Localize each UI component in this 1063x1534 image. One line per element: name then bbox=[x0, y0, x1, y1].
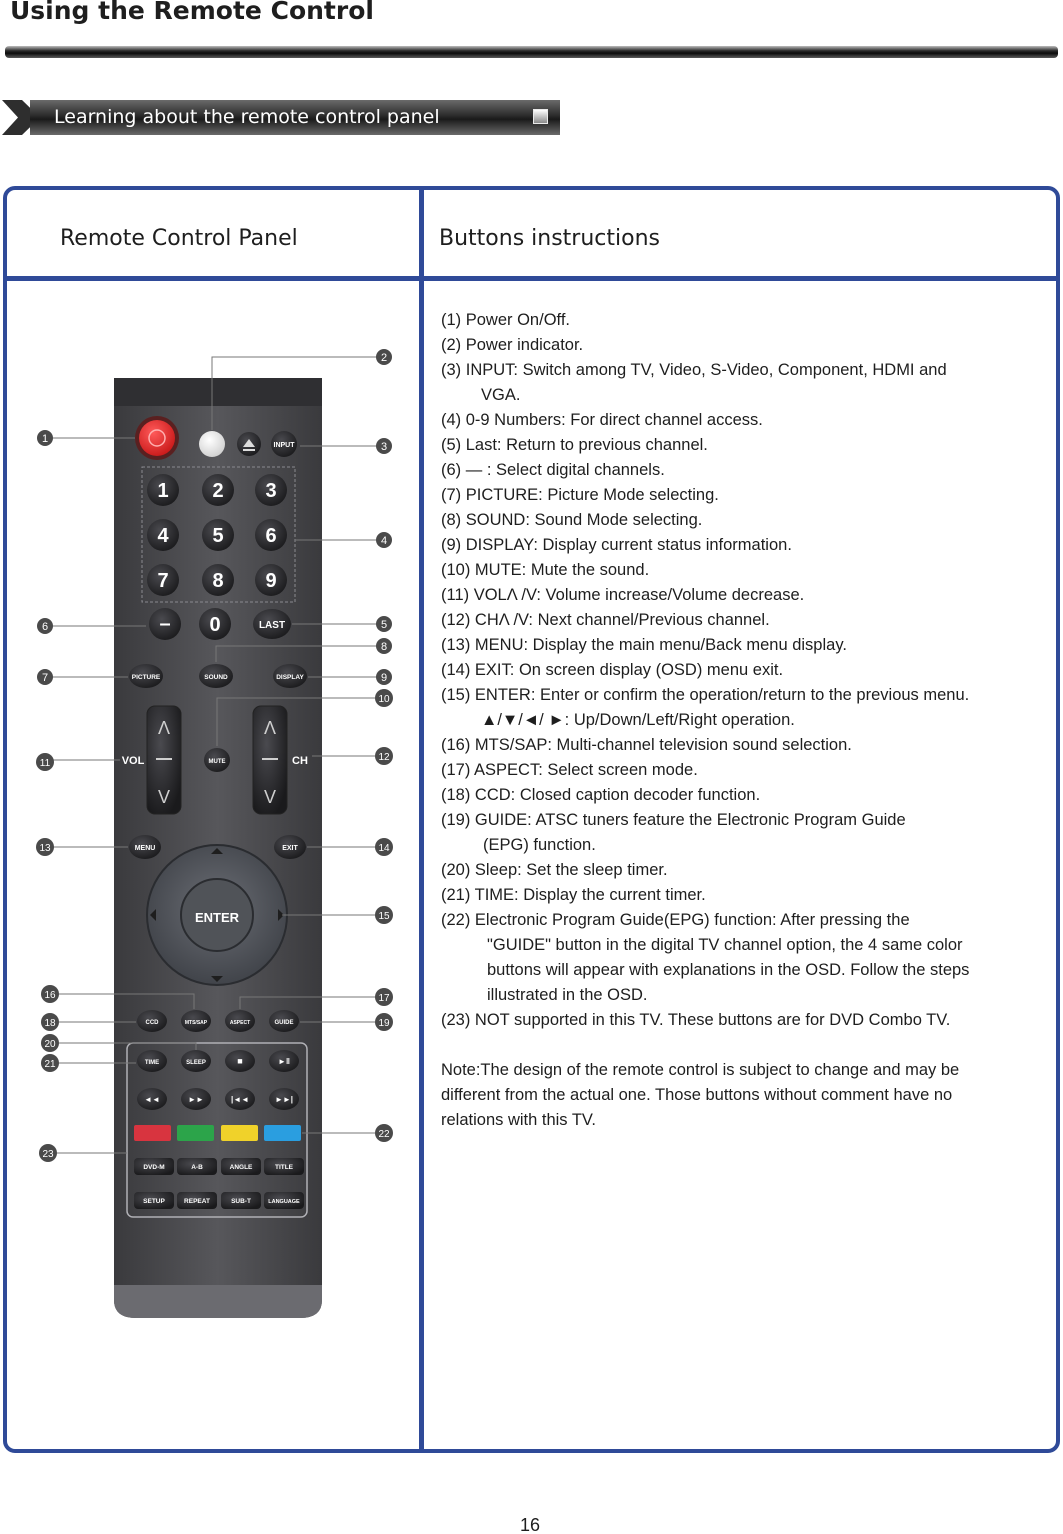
note-line: relations with this TV. bbox=[441, 1111, 596, 1129]
instruction-line: (3) INPUT: Switch among TV, Video, S-Video, Component, HDMI and bbox=[441, 361, 947, 379]
instruction-line: (13) MENU: Display the main menu/Back menu display. bbox=[441, 636, 847, 654]
vol-divider bbox=[156, 758, 172, 760]
instruction-line: (7) PICTURE: Picture Mode selecting. bbox=[441, 486, 719, 504]
red-key[interactable] bbox=[134, 1125, 171, 1141]
instruction-line: (4) 0-9 Numbers: For direct channel access. bbox=[441, 411, 763, 429]
repeat-label: REPEAT bbox=[184, 1198, 210, 1205]
instruction-line: ▲/▼/◄/ ►: Up/Down/Left/Right operation. bbox=[481, 711, 795, 729]
power-indicator bbox=[199, 431, 225, 457]
ch-down-icon: V bbox=[263, 787, 277, 807]
vol-down-icon: V bbox=[157, 787, 171, 807]
callout-16-number: 16 bbox=[44, 990, 56, 1001]
instruction-line: (20) Sleep: Set the sleep timer. bbox=[441, 861, 668, 879]
vol-label: VOL bbox=[121, 755, 145, 767]
aspect-button-label: ASPECT bbox=[229, 1020, 251, 1026]
callout-8-number: 8 bbox=[380, 641, 388, 653]
mute-button-label: MUTE bbox=[208, 759, 226, 765]
instruction-line: (19) GUIDE: ATSC tuners feature the Electronic Program Guide bbox=[441, 811, 906, 829]
ccd-button-label: CCD bbox=[145, 1020, 159, 1026]
digit-3-label: 3 bbox=[265, 480, 277, 502]
instruction-line: "GUIDE" button in the digital TV channel option, the 4 same color bbox=[487, 936, 963, 954]
callout-5-number: 5 bbox=[380, 619, 388, 631]
callout-18-number: 18 bbox=[44, 1018, 56, 1029]
callout-7-number: 7 bbox=[41, 672, 49, 684]
title-label: TITLE bbox=[274, 1164, 294, 1171]
picture-button-label: PICTURE bbox=[131, 674, 161, 681]
sound-button-label: SOUND bbox=[204, 674, 228, 681]
dash-button-label: – bbox=[159, 613, 171, 635]
instruction-line: (2) Power indicator. bbox=[441, 336, 584, 354]
digit-5-label: 5 bbox=[212, 525, 224, 547]
callout-17-number: 17 bbox=[378, 993, 390, 1004]
spacer bbox=[441, 1033, 1051, 1058]
banner-square-icon bbox=[533, 109, 548, 124]
callout-9-number: 9 bbox=[380, 672, 388, 684]
instruction-line: (10) MUTE: Mute the sound. bbox=[441, 561, 650, 579]
instruction-line: (EPG) function. bbox=[483, 836, 596, 854]
instruction-line: (23) NOT supported in this TV. These buttons are for DVD Combo TV. bbox=[441, 1011, 951, 1029]
digit-7-label: 7 bbox=[157, 570, 169, 592]
rewind-icon: ◄◄ bbox=[144, 1095, 160, 1104]
page-title: Using the Remote Control bbox=[10, 0, 374, 25]
instructions-list bbox=[441, 308, 1051, 1133]
page-number: 16 bbox=[520, 1515, 541, 1534]
instruction-line: (21) TIME: Display the current timer. bbox=[441, 886, 706, 904]
remote-control-illustration bbox=[0, 0, 430, 1340]
instruction-line: illustrated in the OSD. bbox=[487, 986, 648, 1004]
play-pause-icon: ►‖ bbox=[278, 1057, 290, 1066]
language-label: LANGUAGE bbox=[268, 1199, 300, 1205]
input-button-label: INPUT bbox=[273, 442, 295, 449]
ch-up-icon: Λ bbox=[263, 718, 277, 738]
callout-6-number: 6 bbox=[41, 621, 49, 633]
callout-19-number: 19 bbox=[378, 1018, 390, 1029]
banner-label: Learning about the remote control panel bbox=[54, 106, 440, 128]
instruction-line: (18) CCD: Closed caption decoder function. bbox=[441, 786, 761, 804]
instruction-line: (8) SOUND: Sound Mode selecting. bbox=[441, 511, 703, 529]
digit-0-label: 0 bbox=[209, 614, 221, 636]
callout-15-number: 15 bbox=[378, 911, 390, 922]
instruction-line: (11) VOLΛ /V: Volume increase/Volume decrease. bbox=[441, 586, 805, 604]
instruction-line: (17) ASPECT: Select screen mode. bbox=[441, 761, 698, 779]
menu-button-label: MENU bbox=[134, 845, 156, 852]
callout-4-number: 4 bbox=[380, 535, 388, 547]
sub-t-label: SUB-T bbox=[231, 1198, 251, 1205]
callout-22-number: 22 bbox=[378, 1129, 390, 1140]
yellow-key[interactable] bbox=[221, 1125, 258, 1141]
instruction-line: (14) EXIT: On screen display (OSD) menu exit. bbox=[441, 661, 784, 679]
green-key[interactable] bbox=[177, 1125, 214, 1141]
instruction-line: (6) — : Select digital channels. bbox=[441, 461, 665, 479]
digit-4-label: 4 bbox=[157, 525, 169, 547]
last-button-label: LAST bbox=[258, 620, 286, 631]
exit-button-label: EXIT bbox=[282, 845, 298, 852]
instruction-line: (15) ENTER: Enter or confirm the operation/return to the previous menu. bbox=[441, 686, 970, 704]
instructions-heading: Buttons instructions bbox=[439, 226, 660, 251]
instruction-line: (22) Electronic Program Guide(EPG) function: After pressing the bbox=[441, 911, 910, 929]
ch-divider bbox=[262, 758, 278, 760]
callout-20-number: 20 bbox=[44, 1039, 56, 1050]
remote-panel-heading: Remote Control Panel bbox=[60, 226, 298, 251]
callout-2-number: 2 bbox=[380, 352, 388, 364]
remote-top-band bbox=[114, 378, 322, 406]
instruction-line: (12) CHΛ /V: Next channel/Previous channel. bbox=[441, 611, 770, 629]
guide-button-label: GUIDE bbox=[274, 1020, 294, 1026]
digit-6-label: 6 bbox=[265, 525, 277, 547]
instruction-line: (1) Power On/Off. bbox=[441, 311, 570, 329]
power-button[interactable] bbox=[139, 420, 175, 456]
callout-3-number: 3 bbox=[380, 441, 388, 453]
vol-up-icon: Λ bbox=[157, 718, 171, 738]
a-b-label: A-B bbox=[191, 1164, 203, 1171]
ch-label: CH bbox=[292, 755, 308, 767]
digit-8-label: 8 bbox=[212, 570, 224, 592]
instruction-line: buttons will appear with explanations in the OSD. Follow the steps bbox=[487, 961, 970, 979]
stop-icon: ■ bbox=[237, 1056, 243, 1066]
note-line: different from the actual one. Those buttons without comment have no bbox=[441, 1086, 953, 1104]
callout-14-number: 14 bbox=[378, 843, 390, 854]
digit-1-label: 1 bbox=[157, 480, 169, 502]
instruction-line: VGA. bbox=[481, 386, 521, 404]
callout-10-number: 10 bbox=[378, 694, 390, 705]
angle-label: ANGLE bbox=[229, 1164, 253, 1171]
setup-label: SETUP bbox=[143, 1198, 165, 1205]
callout-13-number: 13 bbox=[39, 843, 51, 854]
instruction-line: (16) MTS/SAP: Multi-channel television sound selection. bbox=[441, 736, 852, 754]
instruction-line: (5) Last: Return to previous channel. bbox=[441, 436, 708, 454]
previous-icon: |◄◄ bbox=[230, 1095, 250, 1104]
digit-2-label: 2 bbox=[212, 480, 224, 502]
mts-sap-button-label: MTS/SAP bbox=[184, 1020, 208, 1026]
remote-bottom-cap bbox=[114, 1285, 322, 1318]
callout-21-number: 21 bbox=[44, 1059, 56, 1070]
enter-button-label: ENTER bbox=[194, 910, 240, 925]
sleep-button-label: SLEEP bbox=[186, 1060, 206, 1066]
fast-forward-icon: ►► bbox=[188, 1095, 204, 1104]
next-icon: ►►| bbox=[274, 1095, 294, 1104]
instruction-line: (9) DISPLAY: Display current status information. bbox=[441, 536, 792, 554]
callout-12-number: 12 bbox=[378, 752, 390, 763]
blue-key[interactable] bbox=[264, 1125, 301, 1141]
digit-9-label: 9 bbox=[265, 570, 277, 592]
callout-23-number: 23 bbox=[42, 1149, 54, 1160]
note-line: Note:The design of the remote control is subject to change and may be bbox=[441, 1061, 960, 1079]
callout-11-number: 11 bbox=[39, 758, 51, 769]
dvd-m-label: DVD-M bbox=[143, 1164, 165, 1171]
display-button-label: DISPLAY bbox=[276, 674, 304, 681]
time-button-label: TIME bbox=[144, 1060, 160, 1066]
callout-1-number: 1 bbox=[41, 433, 49, 445]
